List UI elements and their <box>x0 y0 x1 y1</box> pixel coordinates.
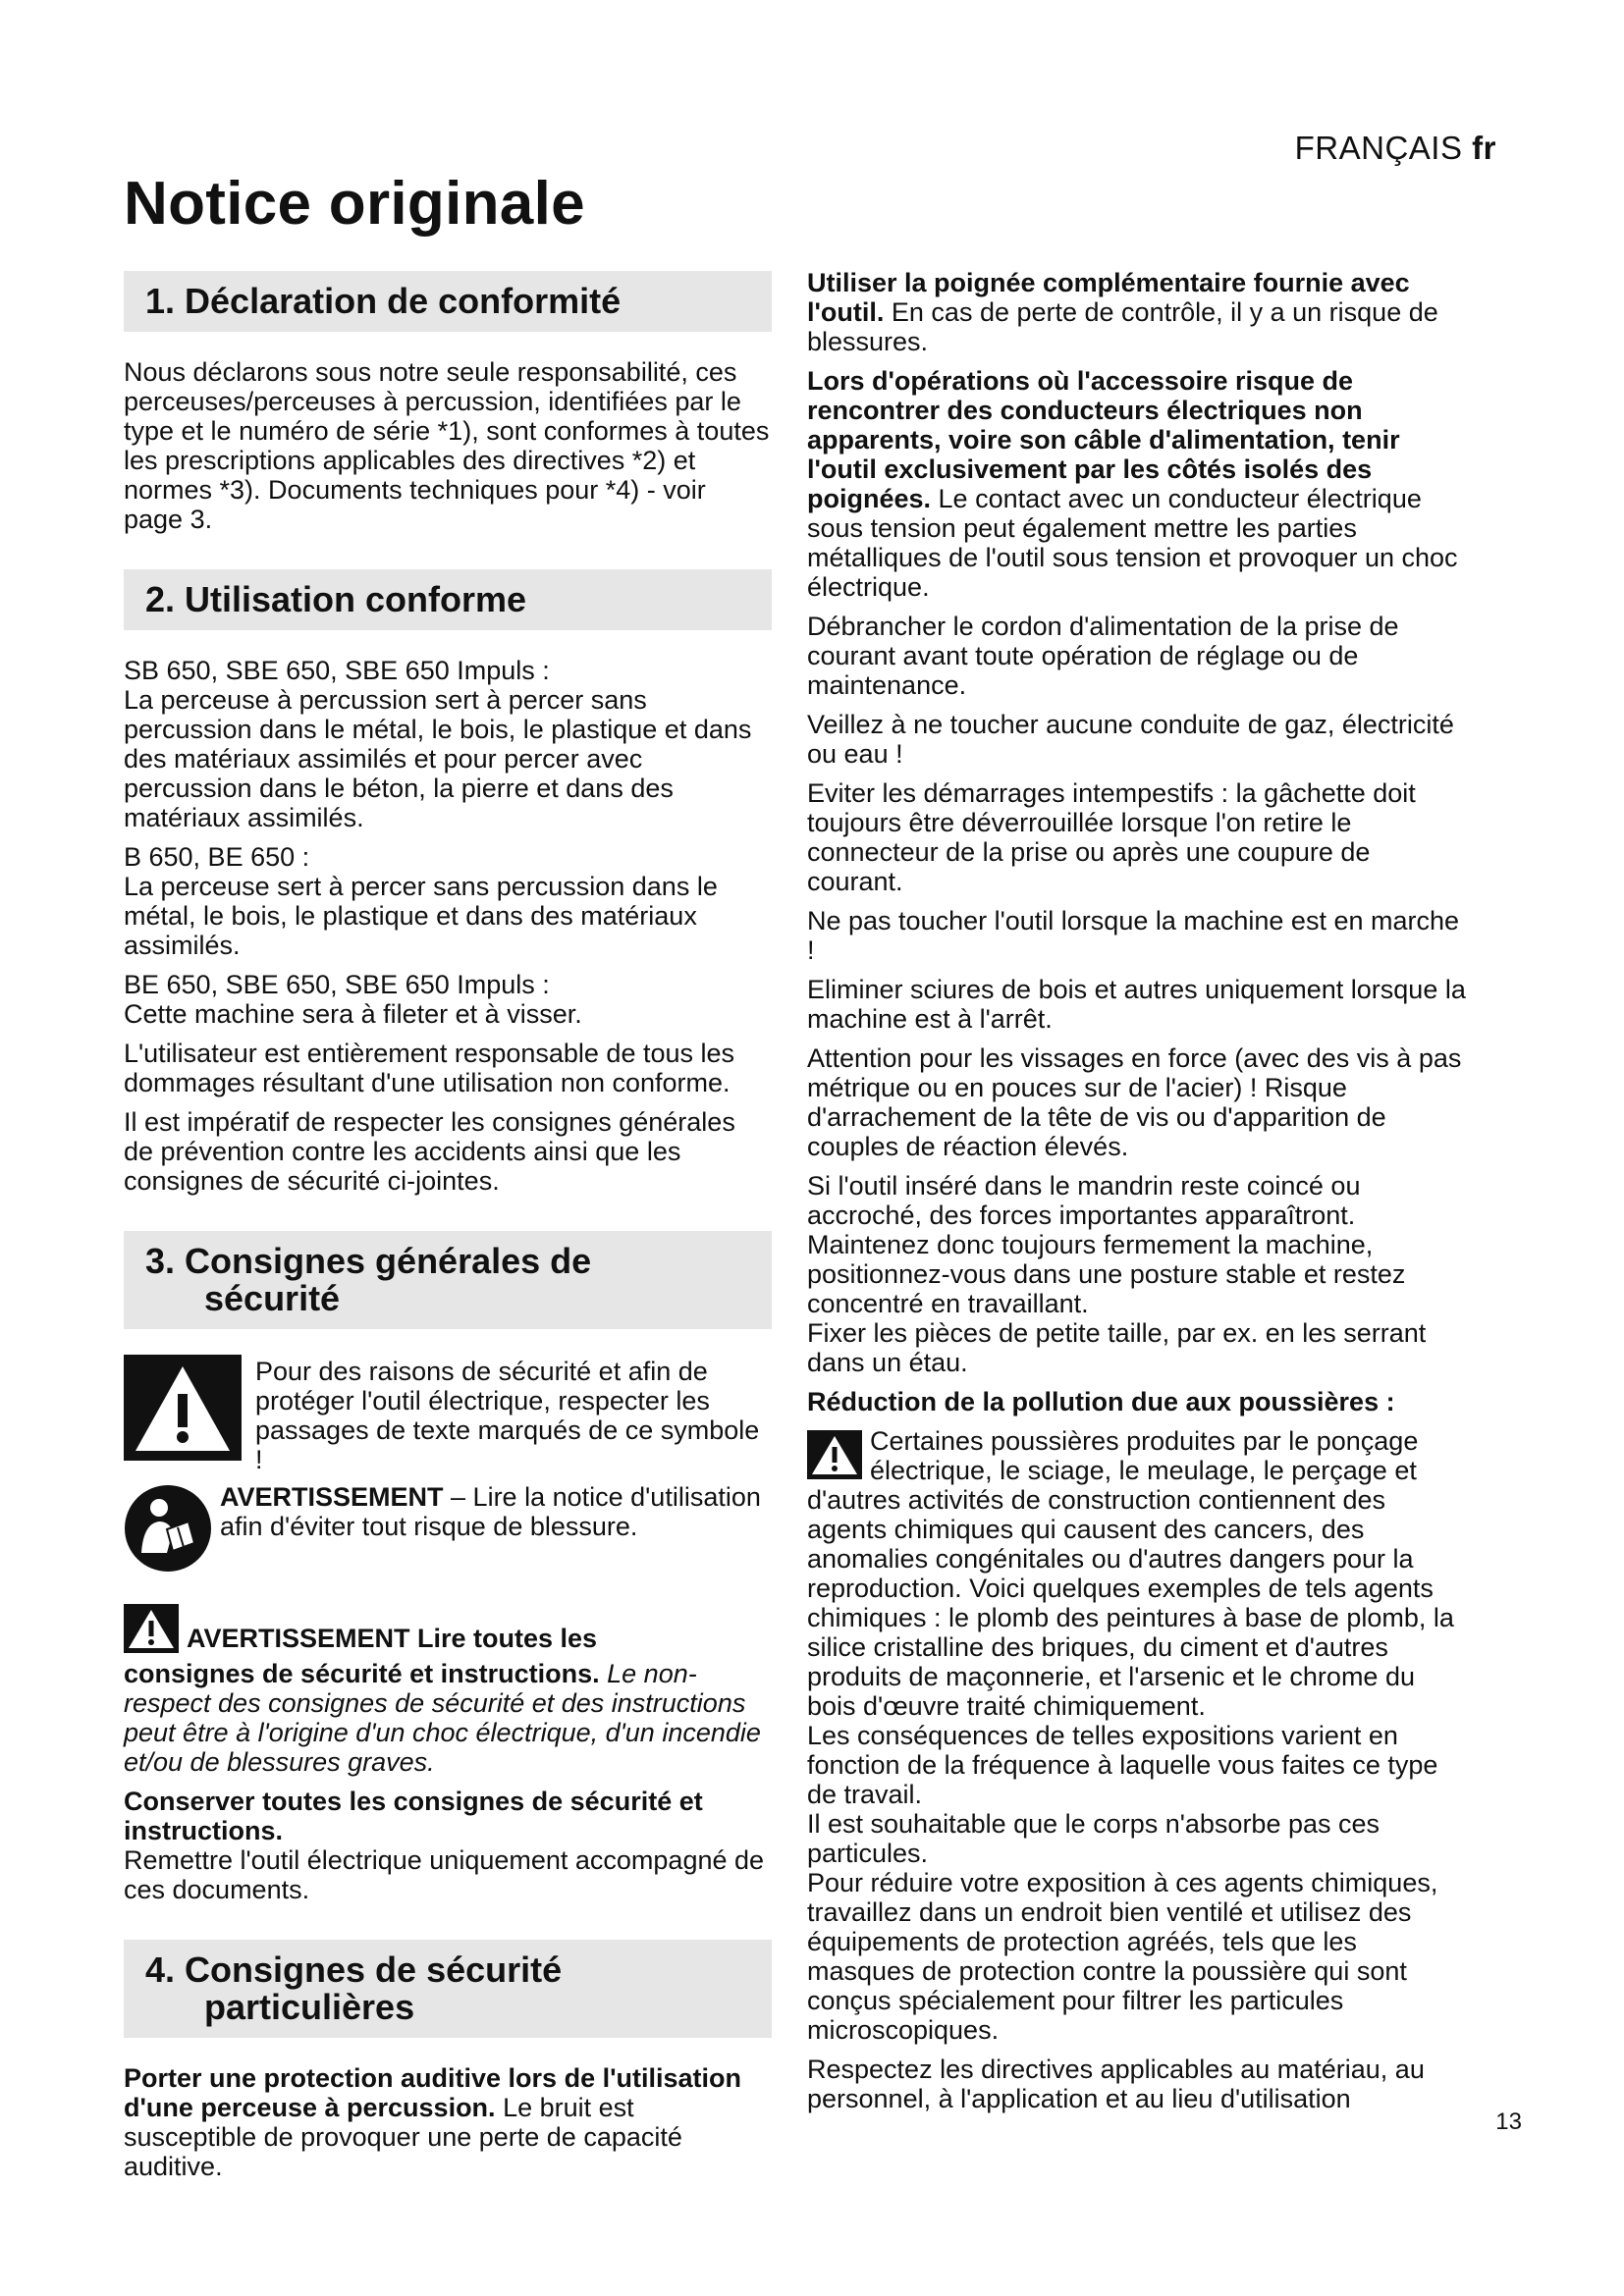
do-not-touch-note: Ne pas toucher l'outil lorsque la machine est en marche ! <box>807 906 1460 965</box>
read-manual-icon <box>124 1484 212 1578</box>
usage-paragraph-5: Il est impératif de respecter les consignes générales de prévention contre les accidents ainsi que les consignes de sécurité ci-jointes. <box>124 1107 735 1196</box>
clamp-workpiece-note: Fixer les pièces de petite taille, par ex. en les serrant dans un étau. <box>807 1318 1427 1377</box>
read-manual-text: AVERTISSEMENT – Lire la notice d'utilisation afin d'éviter tout risque de blessure. <box>220 1482 761 1541</box>
section-1-text: Nous déclarons sous notre seule responsabilité, ces perceuses/perceuses à percussion, identifiées par le type et le numéro de série *1), sont conformes à toutes les prescriptions applicables des directives *2) et normes *3). Documents techniques pour *4) - voir page 3. <box>124 357 770 534</box>
hearing-protection: Porter une protection auditive lors de l'utilisation d'une perceuse à percussion. Le bruit est susceptible de provoquer une perte de capacité auditive. <box>124 2063 742 2181</box>
section-3-heading: 3. Consignes générales de sécurité <box>124 1231 772 1329</box>
screwdriving-note: Attention pour les vissages en force (avec des vis à pas métrique ou en pouces sur de l'acier) ! Risque d'arrachement de la tête de vis ou d'apparition de couples de réaction élevés. <box>807 1043 1462 1161</box>
section-4-heading: 4. Consignes de sécurité particulières <box>124 1940 772 2038</box>
warning-symbol-text: Pour des raisons de sécurité et afin de protéger l'outil électrique, respecter les passages de texte marqués de ce symbole ! <box>255 1357 760 1474</box>
section-2-heading: 2. Utilisation conforme <box>124 569 772 630</box>
usage-paragraph-1: SB 650, SBE 650, SBE 650 Impuls : La perceuse à percussion sert à percer sans percussion dans le métal, le bois, le plastique et dans des matériaux assimilés et pour percer avec percussion dans le béton, la pierre et dans des matériaux assimilés. <box>124 656 752 832</box>
remove-debris-note: Eliminer sciures de bois et autres uniquement lorsque la machine est à l'arrêt. <box>807 975 1466 1034</box>
usage-paragraph-2: B 650, BE 650 : La perceuse sert à percer sans percussion dans le métal, le bois, le plastique et dans des matériaux assimilés. <box>124 842 718 960</box>
usage-paragraph-4: L'utilisateur est entièrement responsable de tous les dommages résultant d'une utilisation non conforme. <box>124 1039 735 1097</box>
dust-paragraph-3: Il est souhaitable que le corps n'absorbe pas ces particules. <box>807 1809 1380 1868</box>
warning-triangle-icon <box>124 1355 242 1467</box>
dust-paragraph-2: Les conséquences de telles expositions varient en fonction de la fréquence à laquelle vous faites ce type de travail. <box>807 1721 1438 1809</box>
keep-instructions: Conserver toutes les consignes de sécurité et instructions. Remettre l'outil électrique uniquement accompagné de ces documents. <box>124 1787 765 1904</box>
dust-paragraph-4: Pour réduire votre exposition à ces agents chimiques, travaillez dans un endroit bien ventilé et utilisez des équipements de protection agréés, tels que les masques de protection contre la poussière qui sont conçus spécialement pour filtrer les particules microscopiques. <box>807 1868 1438 2045</box>
hidden-conductors-note: Lors d'opérations où l'accessoire risque de rencontrer des conducteurs électriques non apparents, voire son câble d'alimentation, tenir l'outil exclusivement par les côtés isolés des poignées. Le contact avec un conducteur électrique sous tension peut également mettre les parties métalliques de l'outil sous tension et provoquer un choc électrique. <box>807 366 1458 602</box>
dust-heading: Réduction de la pollution due aux poussières : <box>807 1387 1395 1416</box>
language-code: fr <box>1472 130 1496 166</box>
aux-handle-note: Utiliser la poignée complémentaire fournie avec l'outil. En cas de perte de contrôle, il y a un risque de blessures. <box>807 268 1438 356</box>
utility-lines-note: Veillez à ne toucher aucune conduite de gaz, électricité ou eau ! <box>807 710 1454 769</box>
usage-paragraph-3: BE 650, SBE 650, SBE 650 Impuls : Cette machine sera à fileter et à visser. <box>124 970 582 1029</box>
warning-triangle-icon <box>124 1604 179 1659</box>
language-header <box>1295 130 1496 167</box>
left-column <box>124 271 772 2191</box>
read-all-warning: AVERTISSEMENT Lire toutes les consignes de sécurité et instructions. Le non-respect des consignes de sécurité et des instructions peut être à l'origine d'un choc électrique, d'un incendie et/ou de blessures graves. <box>124 1604 772 1777</box>
read-manual-note <box>124 1482 772 1578</box>
unplug-note: Débrancher le cordon d'alimentation de la prise de courant avant toute opération de réglage ou de maintenance. <box>807 612 1399 700</box>
language-name: FRANÇAIS <box>1294 130 1463 166</box>
dust-paragraph-5: Respectez les directives applicables au matériau, au personnel, à l'application et au lieu d'utilisation <box>807 2055 1425 2113</box>
unintended-start-note: Eviter les démarrages intempestifs : la gâchette doit toujours être déverrouillée lorsque l'on retire le connecteur de la prise ou après une coupure de courant. <box>807 778 1416 896</box>
dust-text <box>807 1426 1467 2045</box>
warning-triangle-icon <box>807 1430 862 1485</box>
jammed-tool-note: Si l'outil inséré dans le mandrin reste coincé ou accroché, des forces importantes apparaîtront. Maintenez donc toujours fermement la machine, positionnez-vous dans une posture stable et restez concentré en travaillant. <box>807 1171 1406 1318</box>
right-column <box>807 268 1467 2123</box>
page-title: Notice originale <box>124 170 585 238</box>
dust-paragraph-1: Certaines poussières produites par le ponçage électrique, le sciage, le meulage, le perçage et d'autres activités de construction contiennent des agents chimiques qui causent des cancers, des anomalies congénitales ou d'autres dangers pour la reproduction. Voici quelques exemples de tels agents chimiques : le plomb des peintures à base de plomb, la silice cristalline des briques, du ciment et d'autres produits de maçonnerie, et l'arsenic et le chrome du bois d'œuvre traité chimiquement. <box>807 1426 1454 1721</box>
section-1-heading: 1. Déclaration de conformité <box>124 271 772 332</box>
warning-symbol-note <box>124 1355 772 1474</box>
page-number: 13 <box>1495 2109 1522 2135</box>
